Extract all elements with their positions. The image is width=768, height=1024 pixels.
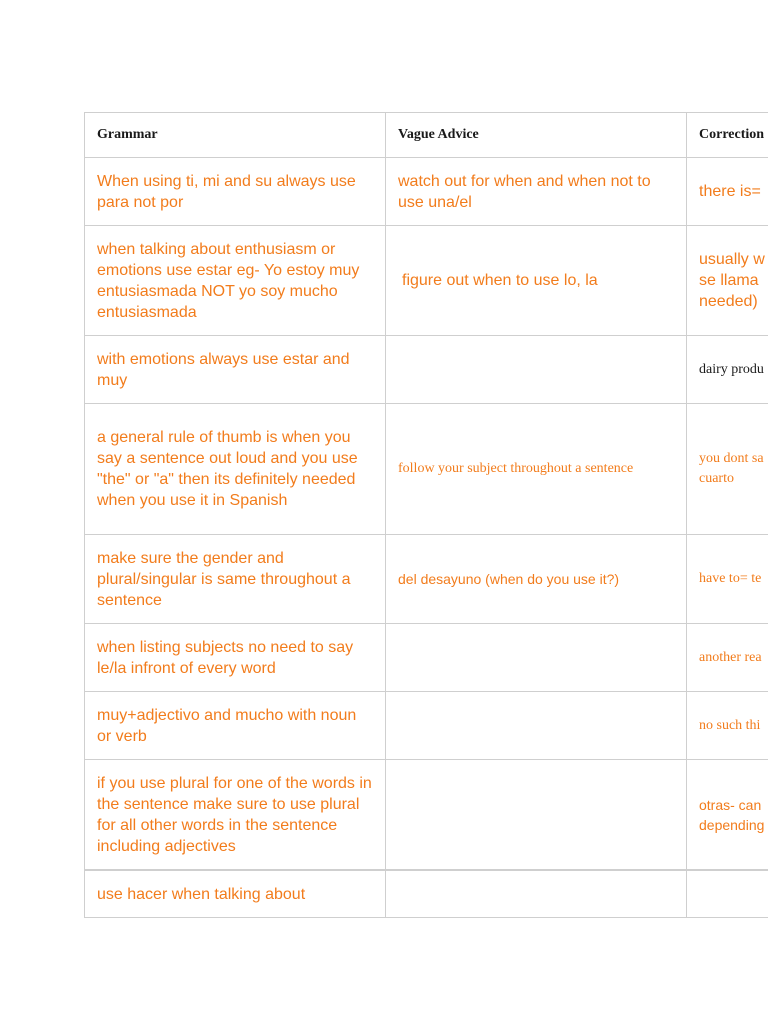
- grammar-cell: [85, 158, 386, 226]
- correction-text: depending: [699, 816, 765, 833]
- correction-text: cuarto: [699, 471, 734, 486]
- correction-text: you dont sa: [699, 451, 764, 466]
- grammar-cell: [85, 870, 386, 918]
- grammar-cell: [85, 535, 386, 624]
- table-row: [85, 535, 768, 624]
- correction-text: needed): [699, 293, 758, 310]
- grammar-cell: [85, 624, 386, 692]
- table-row: [85, 158, 768, 226]
- correction-text: otras- can: [699, 796, 762, 813]
- table-row: [85, 624, 768, 692]
- vague-advice-text: watch out for when and when not to use una/el: [398, 172, 651, 211]
- vague-advice-cell: [386, 624, 687, 692]
- correction-cell: [687, 535, 768, 624]
- correction-cell: [687, 226, 768, 336]
- vague-advice-text: del desayuno (when do you use it?): [398, 571, 620, 587]
- grammar-cell: [85, 336, 386, 404]
- correction-cell: [687, 760, 768, 871]
- vague-advice-cell: [386, 760, 687, 871]
- vague-advice-cell: [386, 158, 687, 226]
- correction-cell: [687, 158, 768, 226]
- vague-advice-cell: [386, 535, 687, 624]
- table-header-row: [85, 113, 768, 158]
- grammar-text: use hacer when talking about: [97, 885, 306, 903]
- table-row: [85, 404, 768, 535]
- vague-advice-text: follow your subject throughout a sentence: [398, 461, 634, 476]
- header-grammar: Grammar: [85, 113, 386, 158]
- table-row: [85, 336, 768, 404]
- correction-text: have to= te: [699, 571, 762, 586]
- vague-advice-cell: [386, 692, 687, 760]
- grammar-text: when listing subjects no need to say le/la infront of every word: [97, 638, 354, 677]
- grammar-text: When using ti, mi and su always use para not por: [97, 172, 356, 211]
- table-row: [85, 760, 768, 871]
- header-correction: Correction: [687, 113, 768, 158]
- grammar-text: when talking about enthusiasm or emotions use estar eg- Yo estoy muy entusiasmada NOT yo soy mucho entusiasmada: [97, 240, 360, 321]
- grammar-cell: [85, 692, 386, 760]
- grammar-text: with emotions always use estar and muy: [97, 350, 350, 389]
- table-row: [85, 870, 768, 918]
- correction-text: usually w: [699, 251, 765, 268]
- correction-cell: [687, 336, 768, 404]
- correction-cell: [687, 692, 768, 760]
- vague-advice-text: figure out when to use lo, la: [402, 272, 598, 289]
- table-row: [85, 692, 768, 760]
- grammar-text: muy+adjectivo and mucho with noun or verb: [97, 706, 357, 745]
- correction-text: dairy produ: [699, 361, 764, 377]
- grammar-text: if you use plural for one of the words in the sentence make sure to use plural for all other words in the sentence including adjectives: [97, 774, 372, 855]
- grammar-text: a general rule of thumb is when you say a sentence out loud and you use "the" or "a" then its definitely needed when you use it in Spanish: [97, 429, 358, 509]
- header-vague-advice: Vague Advice: [386, 113, 687, 158]
- grammar-cell: [85, 760, 386, 871]
- grammar-advice-table: [84, 112, 768, 918]
- grammar-cell: [85, 226, 386, 336]
- correction-cell: [687, 624, 768, 692]
- vague-advice-cell: [386, 336, 687, 404]
- correction-text: se llama: [699, 272, 759, 289]
- correction-text: there is=: [699, 183, 761, 200]
- correction-cell: [687, 404, 768, 535]
- table-row: [85, 226, 768, 336]
- correction-cell: [687, 870, 768, 918]
- vague-advice-cell: [386, 404, 687, 535]
- grammar-text: make sure the gender and plural/singular is same throughout a sentence: [97, 549, 351, 609]
- correction-text: no such thi: [699, 717, 761, 733]
- vague-advice-cell: [386, 870, 687, 918]
- correction-text: another rea: [699, 649, 762, 665]
- vague-advice-cell: [386, 226, 687, 336]
- grammar-cell: [85, 404, 386, 535]
